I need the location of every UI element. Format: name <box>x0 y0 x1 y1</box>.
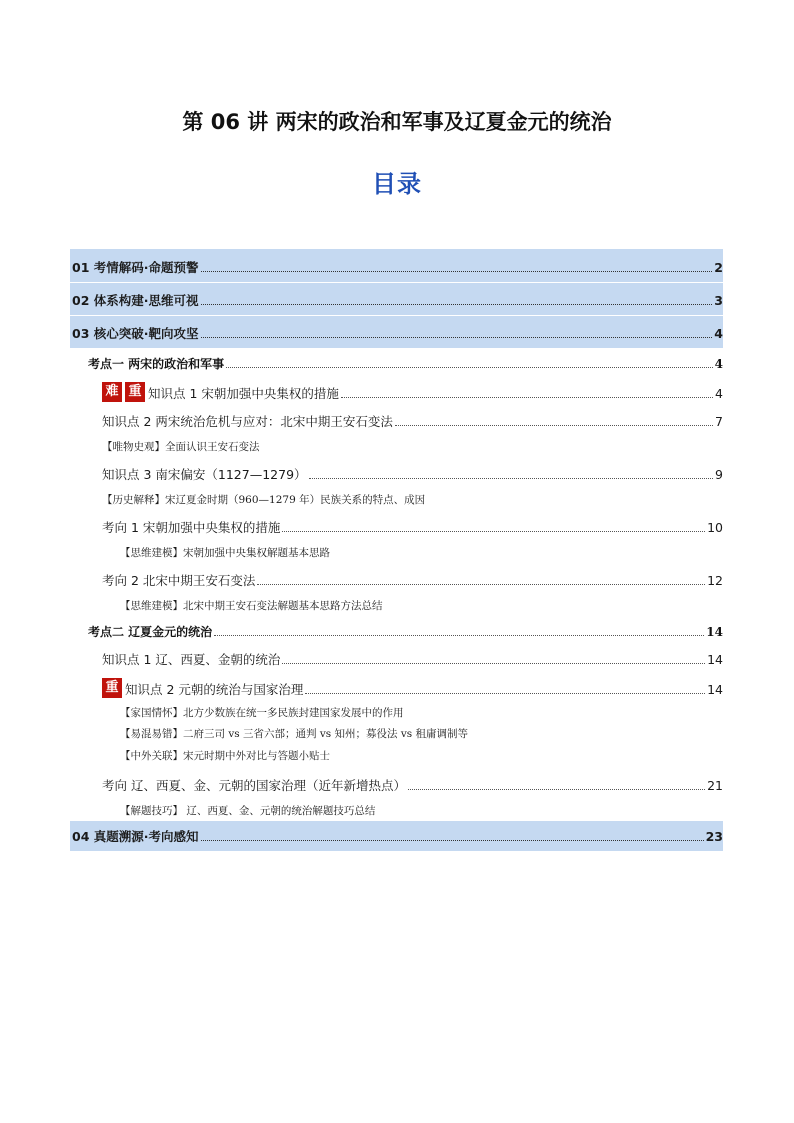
toc-label: 01 考情解码·命题预警 <box>72 260 199 275</box>
toc-section-04[interactable] <box>70 821 723 851</box>
leader-dots <box>201 271 713 272</box>
toc-note-8[interactable] <box>70 796 723 821</box>
toc-note-2[interactable] <box>70 485 723 510</box>
toc-page: 4 <box>714 357 723 371</box>
table-of-contents <box>70 249 723 851</box>
toc-knowledge-4[interactable] <box>70 642 723 670</box>
leader-dots <box>214 635 704 636</box>
toc-knowledge-1[interactable] <box>70 374 723 404</box>
toc-section-03[interactable] <box>70 315 723 348</box>
toc-page: 12 <box>707 573 723 588</box>
toc-label: 考向 1 宋朝加强中央集权的措施 <box>102 520 281 535</box>
toc-direction-1[interactable] <box>70 510 723 538</box>
leader-dots <box>309 478 714 479</box>
toc-note-5[interactable] <box>70 700 723 723</box>
toc-label: 知识点 1 宋朝加强中央集权的措施 <box>148 386 339 401</box>
toc-knowledge-5[interactable] <box>70 670 723 700</box>
toc-page: 4 <box>714 326 723 341</box>
toc-kaodian-1[interactable] <box>70 348 723 374</box>
toc-page: 14 <box>707 652 723 667</box>
toc-heading: 目录 <box>372 170 422 198</box>
toc-page: 2 <box>714 260 723 275</box>
toc-page: 3 <box>714 293 723 308</box>
leader-dots <box>408 789 705 790</box>
leader-dots <box>395 425 713 426</box>
leader-dots <box>201 337 713 338</box>
toc-page: 14 <box>706 625 723 639</box>
toc-label: 04 真题溯源·考向感知 <box>72 829 199 844</box>
toc-note-4[interactable] <box>70 591 723 616</box>
leader-dots <box>341 397 713 398</box>
toc-direction-2[interactable] <box>70 563 723 591</box>
toc-label: 【思维建模】北宋中期王安石变法解题基本思路方法总结 <box>120 600 383 612</box>
leader-dots <box>226 367 712 368</box>
toc-direction-3[interactable] <box>70 766 723 796</box>
toc-label: 知识点 2 两宋统治危机与应对：北宋中期王安石变法 <box>102 414 393 429</box>
page-title: 第 06 讲 两宋的政治和军事及辽夏金元的统治 <box>182 110 612 134</box>
toc-label: 02 体系构建·思维可视 <box>72 293 199 308</box>
toc-note-7[interactable] <box>70 744 723 766</box>
toc-label: 【历史解释】宋辽夏金时期（960—1279 年）民族关系的特点、成因 <box>102 494 426 506</box>
leader-dots <box>282 663 705 664</box>
toc-label: 【思维建模】宋朝加强中央集权解题基本思路 <box>120 547 330 559</box>
toc-label: 【唯物史观】全面认识王安石变法 <box>102 441 260 453</box>
toc-page: 4 <box>715 386 723 401</box>
toc-note-1[interactable] <box>70 432 723 457</box>
key-badge: 重 <box>102 678 122 698</box>
toc-label: 考向 2 北宋中期王安石变法 <box>102 573 256 588</box>
toc-label: 【易混易错】二府三司 vs 三省六部；通判 vs 知州；募役法 vs 租庸调制等 <box>120 728 468 740</box>
toc-knowledge-2[interactable] <box>70 404 723 432</box>
leader-dots <box>201 840 704 841</box>
toc-kaodian-2[interactable] <box>70 616 723 642</box>
toc-label: 考向 辽、西夏、金、元朝的国家治理（近年新增热点） <box>102 778 406 793</box>
toc-note-3[interactable] <box>70 538 723 563</box>
leader-dots <box>257 584 705 585</box>
toc-page: 9 <box>715 467 723 482</box>
toc-label-group <box>102 382 339 402</box>
toc-knowledge-3[interactable] <box>70 457 723 485</box>
toc-label: 知识点 2 元朝的统治与国家治理 <box>125 682 304 697</box>
toc-label: 【家国情怀】北方少数族在统一多民族封建国家发展中的作用 <box>120 707 404 719</box>
toc-label-group <box>102 678 303 698</box>
toc-page: 14 <box>707 682 723 697</box>
toc-label: 【中外关联】宋元时期中外对比与答题小贴士 <box>120 750 330 762</box>
toc-page: 10 <box>707 520 723 535</box>
key-badge: 重 <box>125 382 145 402</box>
toc-page: 23 <box>705 829 723 844</box>
toc-label: 考点一 两宋的政治和军事 <box>88 357 225 371</box>
leader-dots <box>305 693 705 694</box>
toc-section-01[interactable] <box>70 249 723 282</box>
toc-note-6[interactable] <box>70 723 723 744</box>
toc-page: 7 <box>715 414 723 429</box>
toc-label: 知识点 1 辽、西夏、金朝的统治 <box>102 652 281 667</box>
toc-label: 考点二 辽夏金元的统治 <box>88 625 213 639</box>
toc-label: 【解题技巧】 辽、西夏、金、元朝的统治解题技巧总结 <box>120 805 376 817</box>
leader-dots <box>282 531 705 532</box>
toc-label: 03 核心突破·靶向攻坚 <box>72 326 199 341</box>
difficult-badge: 难 <box>102 382 122 402</box>
toc-label: 知识点 3 南宋偏安（1127—1279） <box>102 467 307 482</box>
toc-page: 21 <box>707 778 723 793</box>
leader-dots <box>201 304 713 305</box>
toc-section-02[interactable] <box>70 282 723 315</box>
